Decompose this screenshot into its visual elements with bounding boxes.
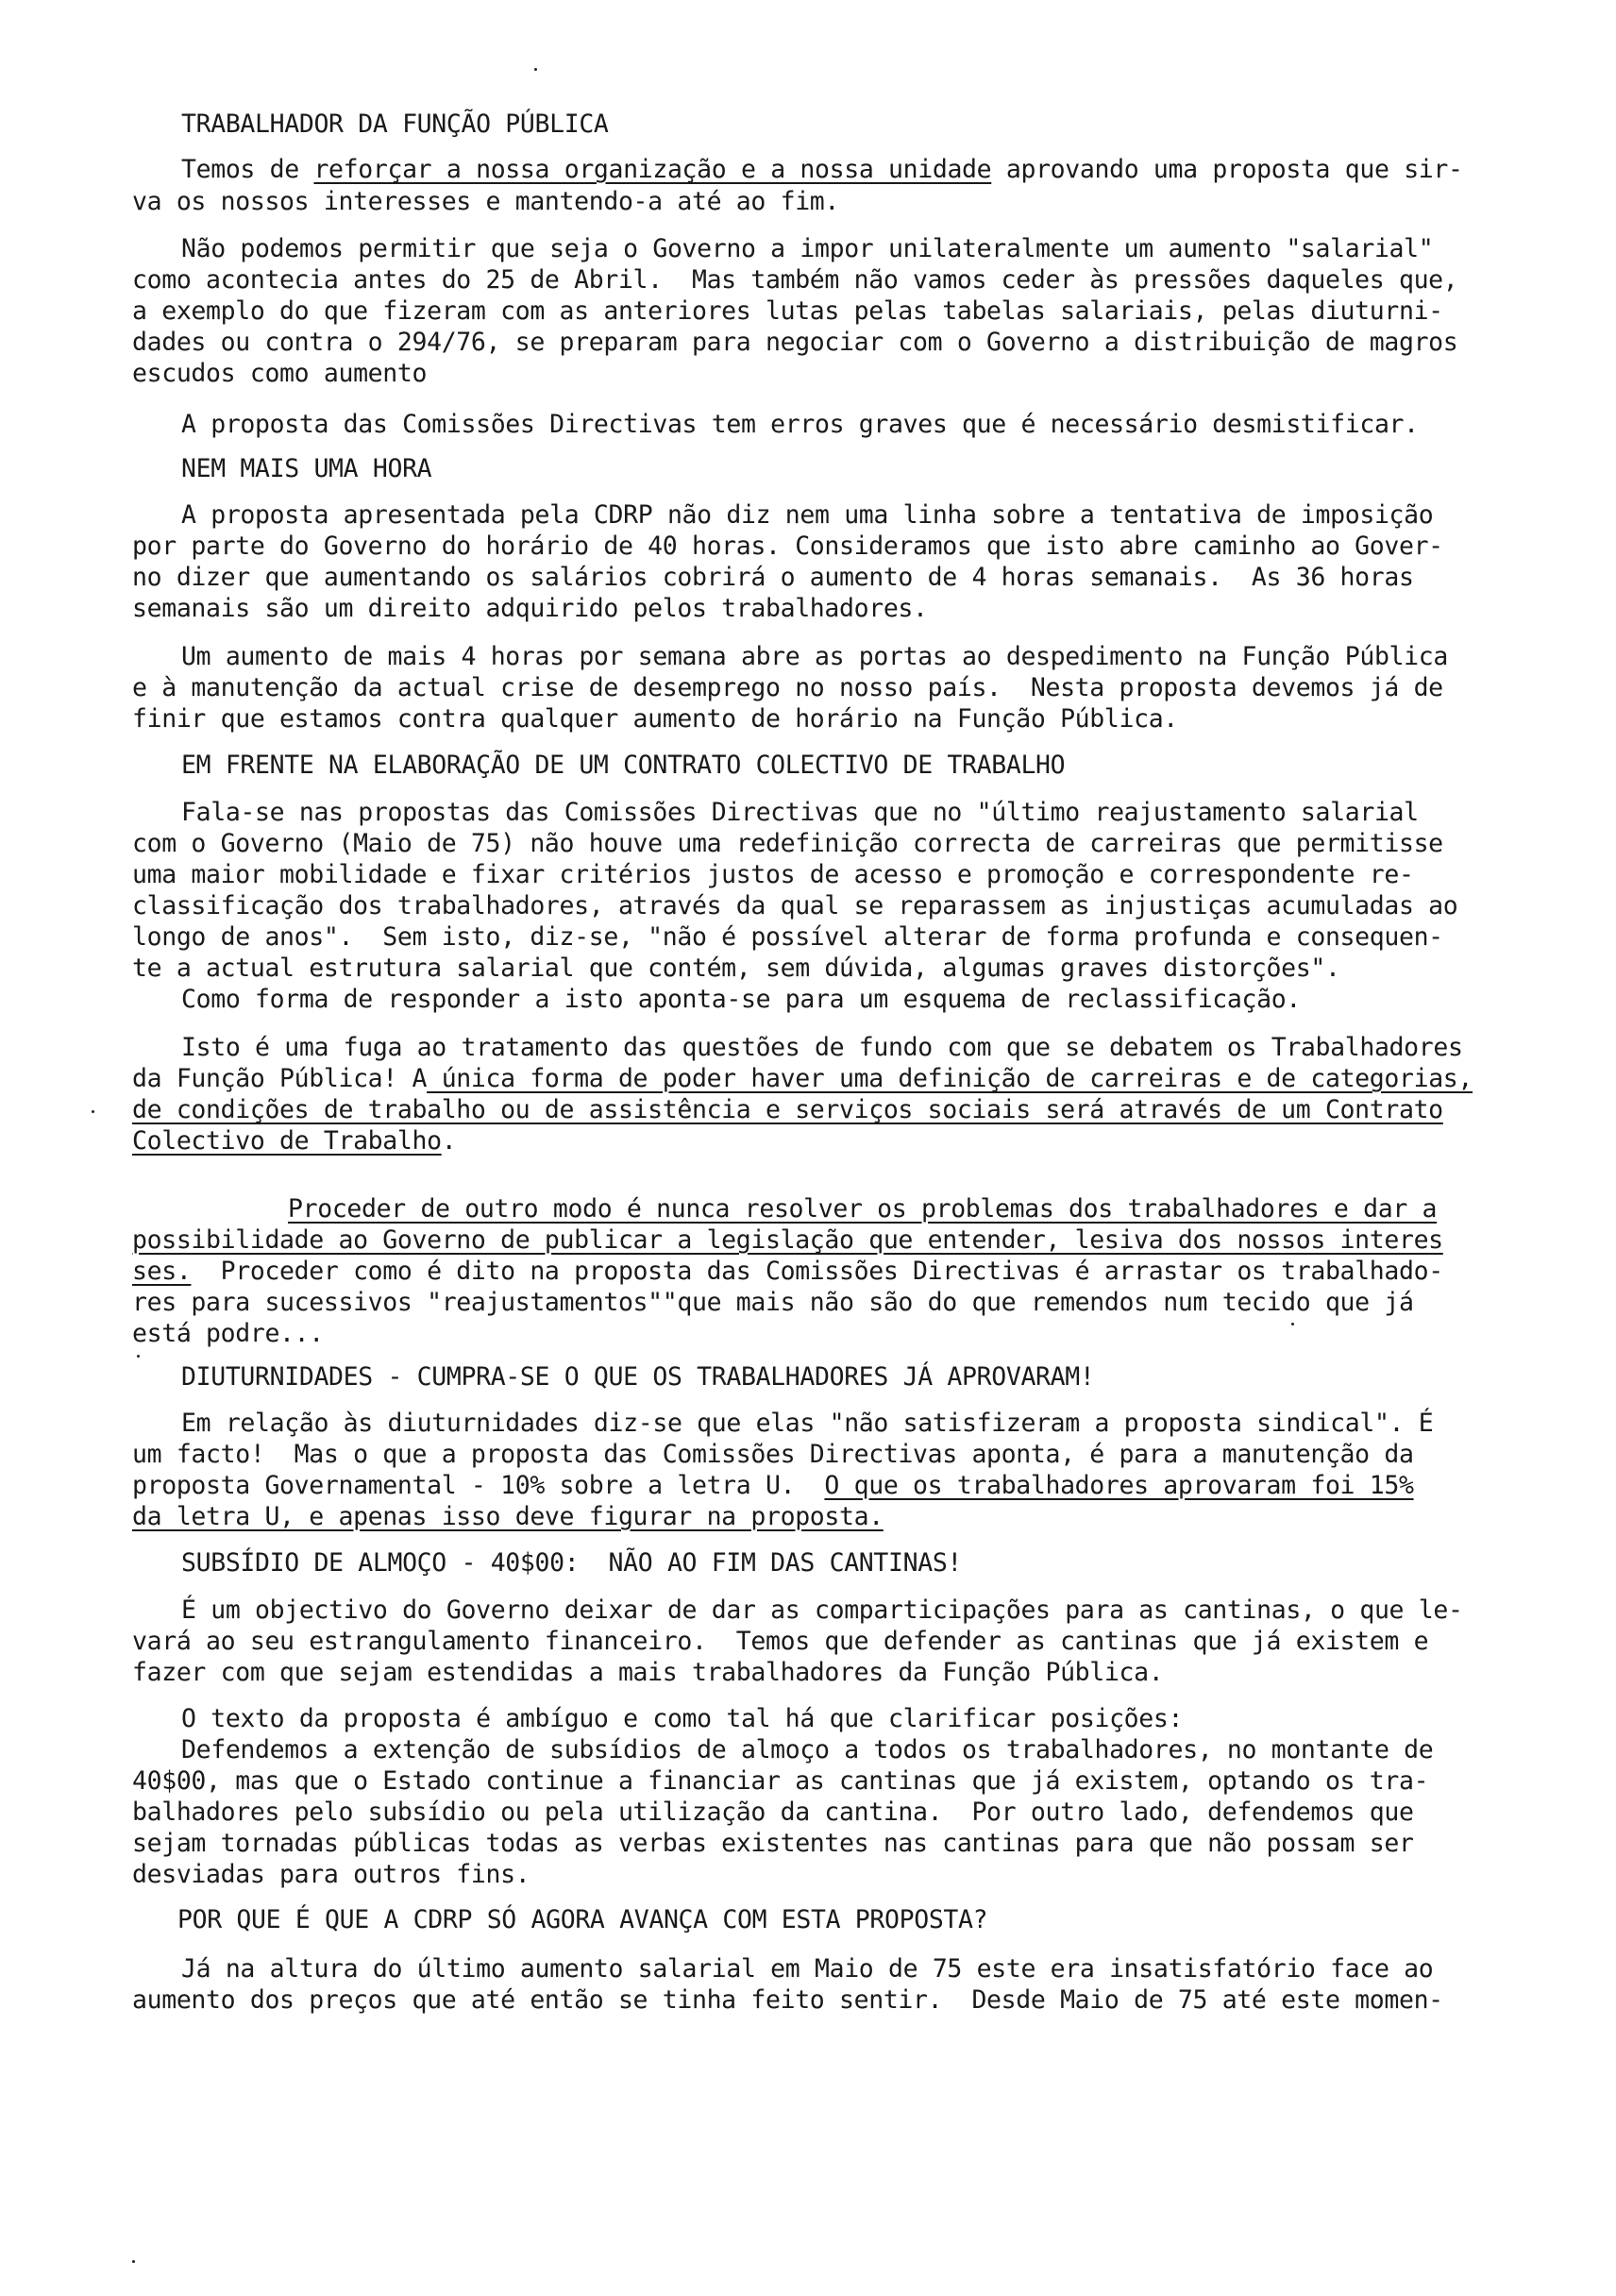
underlined-text: ses. <box>132 1257 192 1286</box>
text-line: Um aumento de mais 4 horas por semana abre as portas ao despedimento na Função Pública <box>181 642 1448 671</box>
text-line: vará ao seu estrangulamento financeiro. Temos que defender as cantinas que já existem e <box>132 1627 1429 1656</box>
text-run: Temos de <box>181 155 314 184</box>
text-line: desviadas para outros fins. <box>132 1860 530 1889</box>
text-line <box>132 1095 1443 1125</box>
scan-speck <box>1291 1323 1294 1325</box>
underlined-text: Proceder de outro modo é nunca resolver os problemas dos trabalhadores e dar a <box>288 1194 1438 1224</box>
text-line <box>132 1502 884 1532</box>
text-line: classificação dos trabalhadores, através da qual se reparassem as injustiças acumuladas ao <box>132 891 1458 920</box>
scan-speck <box>132 2260 135 2263</box>
text-run: Proceder como é dito na proposta das Comissões Directivas é arrastar os trabalhado- <box>191 1257 1443 1286</box>
text-line <box>181 155 1463 185</box>
scan-speck <box>534 68 537 71</box>
text-line: longo de anos". Sem isto, diz-se, "não é possível alterar de forma profunda e consequen- <box>132 922 1443 952</box>
underlined-text: Colectivo de Trabalho <box>132 1126 442 1156</box>
text-line: res para sucessivos "reajustamentos""que mais não são do que remendos num tecido que já <box>132 1288 1414 1317</box>
text-line <box>132 1471 1414 1501</box>
text-line: por parte do Governo do horário de 40 horas. Consideramos que isto abre caminho ao Gover- <box>132 532 1443 561</box>
text-line: escudos como aumento <box>132 359 428 388</box>
text-line: uma maior mobilidade e fixar critérios justos de acesso e promoção e correspondente re- <box>132 860 1414 889</box>
text-run: . <box>441 1126 457 1156</box>
text-line <box>288 1194 1437 1224</box>
text-line: finir que estamos contra qualquer aumento de horário na Função Pública. <box>132 704 1178 734</box>
text-line: balhadores pelo subsídio ou pela utilização da cantina. Por outro lado, defendemos que <box>132 1798 1414 1827</box>
text-line: Defendemos a extenção de subsídios de almoço a todos os trabalhadores, no montante de <box>181 1735 1434 1764</box>
text-line: Isto é uma fuga ao tratamento das questões de fundo com que se debatem os Trabalhadores <box>181 1033 1463 1062</box>
text-line: aumento dos preços que até então se tinha feito sentir. Desde Maio de 75 até este momen- <box>132 1985 1443 2015</box>
text-line: sejam tornadas públicas todas as verbas existentes nas cantinas para que não possam ser <box>132 1829 1414 1858</box>
text-line: Não podemos permitir que seja o Governo a impor unilateralmente um aumento "salarial" <box>181 234 1434 263</box>
text-line: 40$00, mas que o Estado continue a financiar as cantinas que já existem, optando os tra- <box>132 1766 1429 1796</box>
text-line: dades ou contra o 294/76, se preparam para negociar com o Governo a distribuição de magros <box>132 328 1458 357</box>
section-heading: EM FRENTE NA ELABORAÇÃO DE UM CONTRATO COLECTIVO DE TRABALHO <box>181 751 1066 780</box>
text-run: da Função Pública! A <box>132 1064 428 1093</box>
text-line: e à manutenção da actual crise de desemprego no nosso país. Nesta proposta devemos já de <box>132 673 1443 702</box>
underlined-text: reforçar a nossa organização e a nossa unidade <box>313 155 992 184</box>
section-heading: POR QUE É QUE A CDRP SÓ AGORA AVANÇA COM ESTA PROPOSTA? <box>177 1905 988 1934</box>
text-line: A proposta das Comissões Directivas tem erros graves que é necessário desmistificar. <box>181 410 1419 439</box>
text-line <box>132 1126 456 1156</box>
underlined-text: de condições de trabalho ou de assistência e serviços sociais será através de um Contrato <box>132 1095 1443 1124</box>
scan-speck <box>92 1110 94 1113</box>
section-heading: DIUTURNIDADES - CUMPRA-SE O QUE OS TRABALHADORES JÁ APROVARAM! <box>181 1362 1095 1392</box>
underlined-text: O que os trabalhadores aprovaram foi 15% <box>824 1471 1414 1500</box>
scan-speck <box>137 1355 140 1358</box>
text-line: O texto da proposta é ambíguo e como tal há que clarificar posições: <box>181 1704 1184 1733</box>
page-title: TRABALHADOR DA FUNÇÃO PÚBLICA <box>181 110 609 139</box>
text-line: com o Governo (Maio de 75) não houve uma redefinição correcta de carreiras que permitisse <box>132 829 1443 858</box>
text-line <box>132 1257 1443 1287</box>
text-line <box>132 1225 1443 1256</box>
section-heading: SUBSÍDIO DE ALMOÇO - 40$00: NÃO AO FIM DAS CANTINAS! <box>181 1548 963 1578</box>
text-line: va os nossos interesses e mantendo-a até ao fim. <box>132 187 840 216</box>
text-run: aprovando uma proposta que sir- <box>991 155 1463 184</box>
underlined-text: da letra U, e apenas isso deve figurar na proposta. <box>132 1502 884 1531</box>
text-line: te a actual estrutura salarial que contém, sem dúvida, algumas graves distorções". <box>132 954 1340 983</box>
text-line <box>132 1064 1473 1094</box>
text-line: fazer com que sejam estendidas a mais trabalhadores da Função Pública. <box>132 1658 1164 1687</box>
text-line: está podre... <box>132 1319 324 1348</box>
text-line: A proposta apresentada pela CDRP não diz nem uma linha sobre a tentativa de imposição <box>181 500 1434 530</box>
text-line: Em relação às diuturnidades diz-se que elas "não satisfizeram a proposta sindical". É <box>181 1409 1434 1438</box>
text-line: Como forma de responder a isto aponta-se para um esquema de reclassificação. <box>181 985 1301 1014</box>
text-line: Já na altura do último aumento salarial em Maio de 75 este era insatisfatório face ao <box>181 1954 1434 1984</box>
underlined-text: possibilidade ao Governo de publicar a legislação que entender, lesiva dos nossos interes <box>132 1225 1443 1255</box>
text-line: É um objectivo do Governo deixar de dar as comparticipações para as cantinas, o que le- <box>181 1595 1463 1625</box>
text-line: Fala-se nas propostas das Comissões Directivas que no "último reajustamento salarial <box>181 798 1419 827</box>
text-line: um facto! Mas o que a proposta das Comissões Directivas aponta, é para a manutenção da <box>132 1440 1414 1469</box>
text-line: semanais são um direito adquirido pelos trabalhadores. <box>132 594 928 623</box>
text-line: a exemplo do que fizeram com as anteriores lutas pelas tabelas salariais, pelas diuturni- <box>132 296 1443 326</box>
text-run: proposta Governamental - 10% sobre a letra U. <box>132 1471 825 1500</box>
section-heading: NEM MAIS UMA HORA <box>181 454 432 483</box>
text-line: como acontecia antes do 25 de Abril. Mas também não vamos ceder às pressões daqueles que, <box>132 265 1458 295</box>
text-line: no dizer que aumentando os salários cobrirá o aumento de 4 horas semanais. As 36 horas <box>132 563 1414 592</box>
underlined-text: única forma de poder haver uma definição de carreiras e de categorias, <box>427 1064 1473 1093</box>
